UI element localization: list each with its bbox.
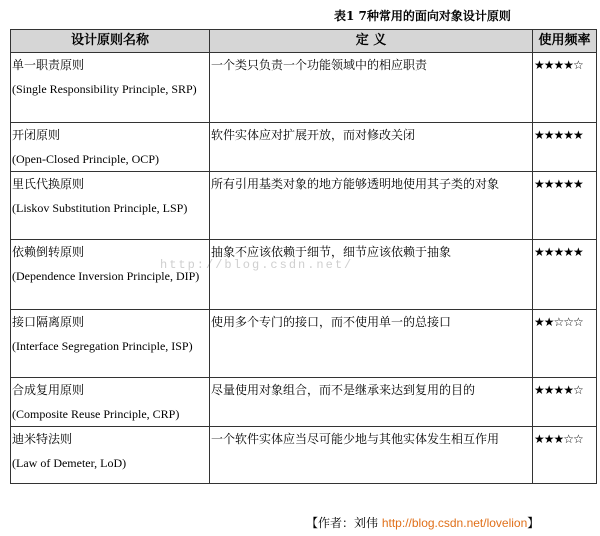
principle-name-en: (Single Responsibility Principle, SRP): [12, 82, 197, 96]
table-row: [11, 427, 597, 484]
principle-name: 接口隔离原则: [12, 315, 85, 329]
principle-name-cell: [11, 310, 210, 378]
table-row: [11, 310, 597, 378]
usage-rating: ★★★★☆: [533, 378, 597, 427]
usage-rating: ★★★★★: [533, 240, 597, 310]
table-row: [11, 240, 597, 310]
usage-rating: ★★☆☆☆: [533, 310, 597, 378]
usage-rating: ★★★☆☆: [533, 427, 597, 484]
author-prefix: 【作者：刘伟: [306, 516, 379, 530]
principle-name-cell: [11, 53, 210, 123]
table-row: [11, 378, 597, 427]
principle-definition: 软件实体应对扩展开放，而对修改关闭: [210, 123, 533, 172]
author-suffix: 】: [527, 516, 540, 530]
header-name: 设计原则名称: [11, 30, 210, 53]
watermark-text: http://blog.csdn.net/: [160, 258, 354, 272]
principle-definition: 使用多个专门的接口，而不使用单一的总接口: [210, 310, 533, 378]
principle-definition: 一个软件实体应当尽可能少地与其他实体发生相互作用: [210, 427, 533, 484]
principle-name: 迪米特法则: [12, 432, 73, 446]
principle-definition: 尽量使用对象组合，而不是继承来达到复用的目的: [210, 378, 533, 427]
principle-name-en: (Dependence Inversion Principle, DIP): [12, 269, 200, 283]
principle-name-cell: [11, 172, 210, 240]
usage-rating: ★★★★★: [533, 172, 597, 240]
principle-name-en: (Liskov Substitution Principle, LSP): [12, 201, 188, 215]
principle-name-cell: [11, 240, 210, 310]
principle-name-cell: [11, 378, 210, 427]
principle-name-cell: [11, 427, 210, 484]
principle-name: 合成复用原则: [12, 383, 85, 397]
principle-name: 依赖倒转原则: [12, 245, 85, 259]
principle-name: 里氏代换原则: [12, 177, 85, 191]
principle-definition: 抽象不应该依赖于细节，细节应该依赖于抽象: [210, 240, 533, 310]
table-row: [11, 53, 597, 123]
author-credit: [306, 514, 539, 531]
principles-table: [10, 29, 597, 484]
principle-definition: 一个类只负责一个功能领域中的相应职责: [210, 53, 533, 123]
header-frequency: 使用频率: [533, 30, 597, 53]
principle-name: 开闭原则: [12, 128, 61, 142]
principle-name: 单一职责原则: [12, 58, 85, 72]
table-caption: 表1 7种常用的面向对象设计原则: [334, 9, 511, 23]
principle-name-en: (Open-Closed Principle, OCP): [12, 152, 159, 166]
header-definition: 定 义: [210, 30, 533, 53]
author-link[interactable]: http://blog.csdn.net/lovelion: [381, 516, 528, 530]
principle-name-en: (Interface Segregation Principle, ISP): [12, 339, 193, 353]
usage-rating: ★★★★☆: [533, 53, 597, 123]
principle-name-en: (Law of Demeter, LoD): [12, 456, 127, 470]
table-row: [11, 172, 597, 240]
table-header-row: [11, 30, 597, 53]
principle-name-cell: [11, 123, 210, 172]
principle-definition: 所有引用基类对象的地方能够透明地使用其子类的对象: [210, 172, 533, 240]
principle-name-en: (Composite Reuse Principle, CRP): [12, 407, 180, 421]
table-row: [11, 123, 597, 172]
usage-rating: ★★★★★: [533, 123, 597, 172]
